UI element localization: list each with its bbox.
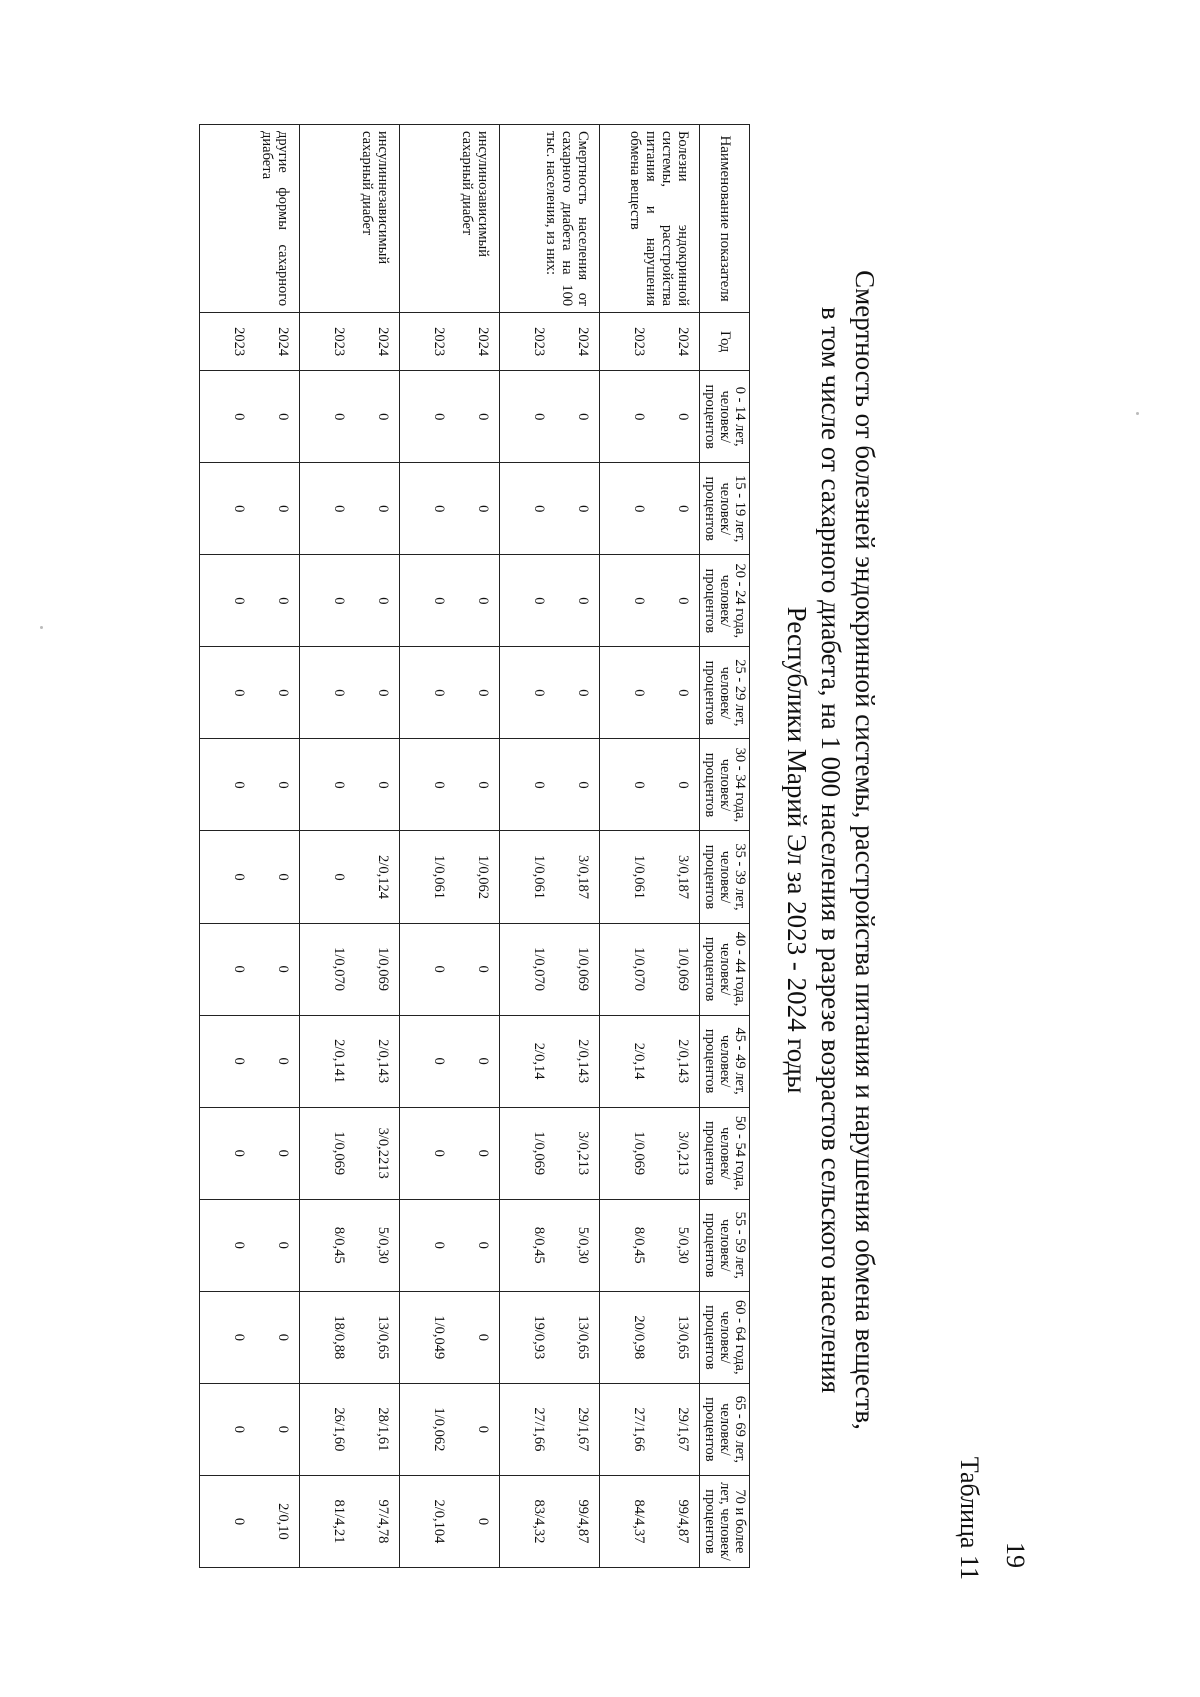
cell-value: 0 xyxy=(375,597,391,605)
cell-value: 27/1,66 xyxy=(531,1407,547,1452)
cell-value: 0 xyxy=(475,1425,491,1433)
value-cell xyxy=(200,831,300,923)
cell-value: 0 xyxy=(275,597,291,605)
cell-value: 0 xyxy=(631,597,647,605)
value-cell xyxy=(600,923,700,1015)
cell-value: 2/0,124 xyxy=(375,855,391,899)
cell-value: 0 xyxy=(475,597,491,605)
cell-value: 0 xyxy=(475,781,491,789)
value-cell xyxy=(300,1015,400,1107)
value-cell xyxy=(400,1383,500,1475)
value-cell xyxy=(300,1107,400,1199)
header-age-group: 30 - 34 года, человек/ процентов xyxy=(700,739,750,831)
cell-value: 0 xyxy=(375,781,391,789)
value-cell xyxy=(300,1291,400,1383)
cell-value: 0 xyxy=(275,1057,291,1065)
cell-value: 0 xyxy=(475,1149,491,1157)
cell-value: 0 xyxy=(431,413,447,421)
cell-value: 5/0,30 xyxy=(375,1226,391,1264)
value-cell xyxy=(400,371,500,463)
cell-value: 1/0,062 xyxy=(431,1407,447,1452)
table-row xyxy=(200,125,300,1568)
year-value: 2023 xyxy=(231,327,247,357)
value-cell xyxy=(300,831,400,923)
year-value: 2024 xyxy=(275,327,291,357)
value-cell xyxy=(400,831,500,923)
year-value: 2024 xyxy=(575,327,591,357)
cell-value: 1/0,061 xyxy=(431,855,447,899)
cell-value: 84/4,37 xyxy=(631,1499,647,1544)
value-cell xyxy=(600,1107,700,1199)
cell-value: 1/0,069 xyxy=(331,1131,347,1176)
cell-value: 0 xyxy=(275,965,291,973)
header-age-group: 70 и более лет, человек/ процентов xyxy=(700,1475,750,1567)
cell-value: 99/4,87 xyxy=(575,1499,591,1544)
table-row xyxy=(500,125,600,1568)
cell-value: 1/0,070 xyxy=(531,947,547,992)
title-line: Республики Марий Эл за 2023 - 2024 годы xyxy=(782,606,812,1094)
value-cell xyxy=(400,555,500,647)
cell-value: 28/1,61 xyxy=(375,1407,391,1452)
cell-value: 29/1,67 xyxy=(575,1407,591,1452)
cell-value: 1/0,049 xyxy=(431,1315,447,1360)
cell-value: 0 xyxy=(675,597,691,605)
cell-value: 3/0,213 xyxy=(575,1131,591,1176)
value-cell xyxy=(400,1291,500,1383)
cell-value: 2/0,10 xyxy=(275,1503,291,1540)
cell-value: 8/0,45 xyxy=(631,1226,647,1264)
header-age-group: 60 - 64 года, человек/ процентов xyxy=(700,1291,750,1383)
value-cell xyxy=(300,463,400,555)
value-cell xyxy=(400,1199,500,1291)
cell-value: 0 xyxy=(475,1517,491,1526)
cell-value: 5/0,30 xyxy=(575,1226,591,1264)
year-cell xyxy=(200,313,300,371)
value-cell xyxy=(400,1107,500,1199)
rotated-page-content xyxy=(231,100,1030,1600)
value-cell xyxy=(300,1475,400,1567)
year-cell xyxy=(600,313,700,371)
page-number: 19 xyxy=(1001,1542,1030,1568)
value-cell xyxy=(300,371,400,463)
cell-value: 0 xyxy=(231,1057,247,1065)
value-cell xyxy=(500,1107,600,1199)
cell-value: 0 xyxy=(231,597,247,605)
cell-value: 0 xyxy=(375,505,391,513)
cell-value: 20/0,98 xyxy=(631,1315,647,1360)
cell-value: 3/0,2213 xyxy=(375,1127,391,1179)
value-cell xyxy=(600,1291,700,1383)
year-value: 2024 xyxy=(375,327,391,357)
cell-value: 2/0,141 xyxy=(331,1039,347,1084)
cell-value: 0 xyxy=(275,1425,291,1433)
cell-value: 3/0,187 xyxy=(575,855,591,899)
cell-value: 0 xyxy=(275,781,291,789)
indicator-name: другие формы сахарного диабета xyxy=(200,125,300,313)
cell-value: 13/0,65 xyxy=(375,1315,391,1360)
cell-value: 0 xyxy=(331,597,347,605)
scan-speck xyxy=(1136,412,1139,415)
table-title xyxy=(780,100,882,1600)
cell-value: 0 xyxy=(231,505,247,513)
cell-value: 0 xyxy=(675,413,691,421)
cell-value: 81/4,21 xyxy=(331,1499,347,1544)
header-age-group: 50 - 54 года, человек/ процентов xyxy=(700,1107,750,1199)
value-cell xyxy=(600,647,700,739)
cell-value: 0 xyxy=(231,413,247,421)
value-cell xyxy=(300,647,400,739)
value-cell xyxy=(400,463,500,555)
value-cell xyxy=(600,1383,700,1475)
header-name: Наименование показателя xyxy=(700,125,750,313)
value-cell xyxy=(300,1383,400,1475)
cell-value: 1/0,069 xyxy=(675,947,691,992)
cell-value: 0 xyxy=(331,689,347,697)
cell-value: 0 xyxy=(631,781,647,789)
year-value: 2023 xyxy=(631,327,647,357)
cell-value: 0 xyxy=(231,1241,247,1249)
cell-value: 0 xyxy=(431,1241,447,1249)
cell-value: 0 xyxy=(575,689,591,697)
value-cell xyxy=(600,739,700,831)
indicator-name: Смертность населения от сахарного диабета на 100 тыс. населения, из них: xyxy=(500,125,600,313)
value-cell xyxy=(500,1291,600,1383)
cell-value: 2/0,14 xyxy=(631,1042,647,1080)
cell-value: 0 xyxy=(575,781,591,789)
header-age-group: 65 - 69 лет, человек/ процентов xyxy=(700,1383,750,1475)
cell-value: 0 xyxy=(531,505,547,513)
header-age-group: 25 - 29 лет, человек/ процентов xyxy=(700,647,750,739)
cell-value: 1/0,069 xyxy=(631,1131,647,1176)
value-cell xyxy=(500,463,600,555)
value-cell xyxy=(500,1475,600,1567)
cell-value: 0 xyxy=(231,965,247,973)
value-cell xyxy=(600,831,700,923)
header-age-group: 20 - 24 года, человек/ процентов xyxy=(700,555,750,647)
cell-value: 0 xyxy=(275,1241,291,1249)
value-cell xyxy=(600,555,700,647)
year-value: 2024 xyxy=(475,327,491,357)
mortality-table xyxy=(199,124,750,1568)
cell-value: 8/0,45 xyxy=(331,1226,347,1264)
header-year: Год xyxy=(700,313,750,371)
cell-value: 0 xyxy=(675,505,691,513)
value-cell xyxy=(200,1015,300,1107)
cell-value: 5/0,30 xyxy=(675,1226,691,1264)
cell-value: 19/0,93 xyxy=(531,1315,547,1360)
cell-value: 1/0,069 xyxy=(575,947,591,992)
cell-value: 0 xyxy=(575,413,591,421)
cell-value: 8/0,45 xyxy=(531,1226,547,1264)
year-cell xyxy=(400,313,500,371)
value-cell xyxy=(600,371,700,463)
indicator-name: инсулинозависимый сахарный диабет xyxy=(400,125,500,313)
cell-value: 0 xyxy=(275,873,291,881)
cell-value: 0 xyxy=(575,505,591,513)
cell-value: 0 xyxy=(331,505,347,513)
cell-value: 0 xyxy=(331,413,347,421)
title-line: Смертность от болезней эндокринной системы, расстройства питания и нарушения обмена веществ, xyxy=(850,270,880,1430)
cell-value: 0 xyxy=(275,689,291,697)
cell-value: 0 xyxy=(475,1057,491,1065)
table-row xyxy=(400,125,500,1568)
cell-value: 0 xyxy=(575,597,591,605)
cell-value: 83/4,32 xyxy=(531,1499,547,1544)
cell-value: 0 xyxy=(475,965,491,973)
value-cell xyxy=(200,923,300,1015)
cell-value: 0 xyxy=(275,1333,291,1341)
cell-value: 0 xyxy=(631,689,647,697)
cell-value: 0 xyxy=(675,781,691,789)
value-cell xyxy=(500,923,600,1015)
cell-value: 1/0,062 xyxy=(475,855,491,899)
value-cell xyxy=(200,647,300,739)
value-cell xyxy=(500,371,600,463)
cell-value: 2/0,104 xyxy=(431,1499,447,1544)
cell-value: 0 xyxy=(231,1425,247,1433)
value-cell xyxy=(200,555,300,647)
cell-value: 1/0,070 xyxy=(331,947,347,992)
value-cell xyxy=(400,647,500,739)
value-cell xyxy=(600,1199,700,1291)
value-cell xyxy=(200,463,300,555)
year-value: 2023 xyxy=(431,327,447,357)
table-row xyxy=(600,125,700,1568)
cell-value: 0 xyxy=(631,413,647,421)
cell-value: 1/0,061 xyxy=(531,855,547,899)
cell-value: 2/0,14 xyxy=(531,1042,547,1080)
value-cell xyxy=(500,647,600,739)
value-cell xyxy=(200,1475,300,1567)
value-cell xyxy=(500,555,600,647)
cell-value: 29/1,67 xyxy=(675,1407,691,1452)
value-cell xyxy=(600,463,700,555)
table-row xyxy=(300,125,400,1568)
cell-value: 0 xyxy=(475,505,491,513)
cell-value: 0 xyxy=(375,413,391,421)
value-cell xyxy=(400,739,500,831)
cell-value: 0 xyxy=(431,689,447,697)
value-cell xyxy=(300,1199,400,1291)
header-age-group: 55 - 59 лет, человек/ процентов xyxy=(700,1199,750,1291)
indicator-name: Болезни эндокринной системы, расстройства питания и нарушения обмена веществ xyxy=(600,125,700,313)
cell-value: 0 xyxy=(631,505,647,513)
year-cell xyxy=(300,313,400,371)
header-age-group: 45 - 49 лет, человек/ процентов xyxy=(700,1015,750,1107)
cell-value: 0 xyxy=(475,1333,491,1341)
cell-value: 0 xyxy=(231,1517,247,1526)
value-cell xyxy=(200,1199,300,1291)
value-cell xyxy=(300,555,400,647)
cell-value: 97/4,78 xyxy=(375,1499,391,1544)
year-cell xyxy=(500,313,600,371)
value-cell xyxy=(200,371,300,463)
value-cell xyxy=(400,923,500,1015)
cell-value: 0 xyxy=(531,413,547,421)
cell-value: 0 xyxy=(431,1057,447,1065)
cell-value: 0 xyxy=(431,505,447,513)
cell-value: 1/0,069 xyxy=(531,1131,547,1176)
cell-value: 13/0,65 xyxy=(675,1315,691,1360)
cell-value: 0 xyxy=(231,1333,247,1341)
value-cell xyxy=(200,1383,300,1475)
cell-value: 0 xyxy=(475,413,491,421)
value-cell xyxy=(600,1475,700,1567)
cell-value: 0 xyxy=(431,965,447,973)
cell-value: 0 xyxy=(675,689,691,697)
title-line: в том числе от сахарного диабета, на 1 000 населения в разрезе возрастов сельского населения xyxy=(816,306,846,1394)
value-cell xyxy=(300,923,400,1015)
value-cell xyxy=(400,1015,500,1107)
cell-value: 0 xyxy=(531,689,547,697)
cell-value: 0 xyxy=(275,1149,291,1157)
cell-value: 0 xyxy=(531,781,547,789)
value-cell xyxy=(200,1291,300,1383)
value-cell xyxy=(400,1475,500,1567)
cell-value: 27/1,66 xyxy=(631,1407,647,1452)
cell-value: 2/0,143 xyxy=(375,1039,391,1084)
header-row xyxy=(700,125,750,1568)
cell-value: 13/0,65 xyxy=(575,1315,591,1360)
cell-value: 0 xyxy=(231,873,247,881)
value-cell xyxy=(500,739,600,831)
value-cell xyxy=(200,739,300,831)
value-cell xyxy=(300,739,400,831)
cell-value: 1/0,070 xyxy=(631,947,647,992)
cell-value: 0 xyxy=(275,413,291,421)
cell-value: 0 xyxy=(331,873,347,881)
cell-value: 3/0,213 xyxy=(675,1131,691,1176)
value-cell xyxy=(500,1199,600,1291)
cell-value: 1/0,061 xyxy=(631,855,647,899)
header-age-group: 15 - 19 лет, человек/ процентов xyxy=(700,463,750,555)
table-label: Таблица 11 xyxy=(955,1456,984,1580)
cell-value: 0 xyxy=(275,505,291,513)
cell-value: 0 xyxy=(231,781,247,789)
value-cell xyxy=(500,831,600,923)
cell-value: 26/1,60 xyxy=(331,1407,347,1452)
value-cell xyxy=(500,1383,600,1475)
value-cell xyxy=(200,1107,300,1199)
cell-value: 0 xyxy=(431,1149,447,1157)
year-value: 2023 xyxy=(331,327,347,357)
year-value: 2023 xyxy=(531,327,547,357)
cell-value: 0 xyxy=(475,1241,491,1249)
value-cell xyxy=(600,1015,700,1107)
cell-value: 0 xyxy=(531,597,547,605)
cell-value: 0 xyxy=(331,781,347,789)
header-age-group: 35 - 39 лет, человек/ процентов xyxy=(700,831,750,923)
header-age-group: 40 - 44 года, человек/ процентов xyxy=(700,923,750,1015)
cell-value: 2/0,143 xyxy=(575,1039,591,1084)
cell-value: 0 xyxy=(475,689,491,697)
cell-value: 3/0,187 xyxy=(675,855,691,899)
cell-value: 0 xyxy=(431,597,447,605)
scan-speck xyxy=(40,626,43,629)
cell-value: 99/4,87 xyxy=(675,1499,691,1544)
cell-value: 0 xyxy=(431,781,447,789)
year-value: 2024 xyxy=(675,327,691,357)
value-cell xyxy=(500,1015,600,1107)
indicator-name: инсулиннезависимый сахарный диабет xyxy=(300,125,400,313)
cell-value: 0 xyxy=(231,1149,247,1157)
cell-value: 0 xyxy=(231,689,247,697)
cell-value: 0 xyxy=(375,689,391,697)
table-body xyxy=(200,125,700,1568)
cell-value: 2/0,143 xyxy=(675,1039,691,1084)
header-age-group: 0 - 14 лет, человек/ процентов xyxy=(700,371,750,463)
cell-value: 18/0,88 xyxy=(331,1315,347,1360)
cell-value: 1/0,069 xyxy=(375,947,391,992)
